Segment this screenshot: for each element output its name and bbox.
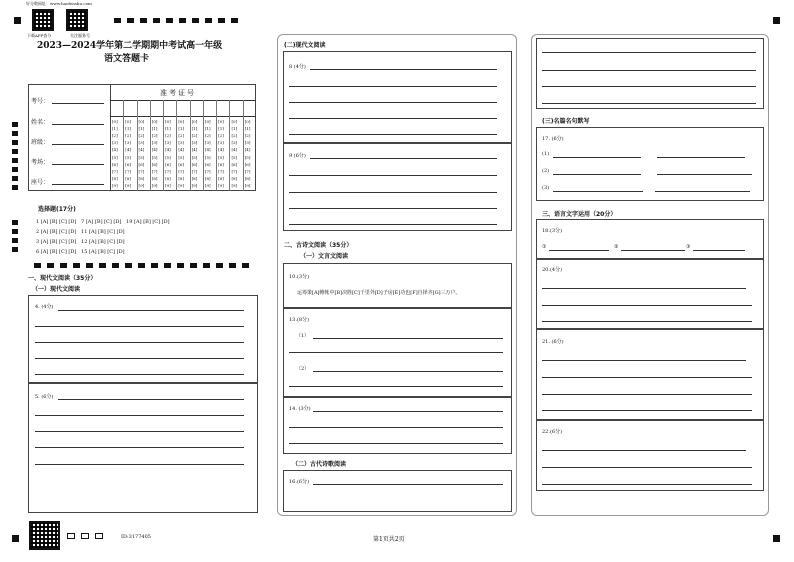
q17-line-1a <box>553 157 641 158</box>
q4-label: 4. (4分) <box>35 304 54 310</box>
digit-bubble[interactable]: [4] <box>231 147 238 153</box>
q8-line-2 <box>289 86 497 87</box>
q22-label: 22.(6分) <box>542 429 563 435</box>
field-name: 姓名： <box>31 119 50 126</box>
q18-line-1 <box>549 250 609 251</box>
exam-number-label: 准考证号 <box>160 89 196 97</box>
digit-bubble[interactable]: [7] <box>138 168 145 174</box>
digit-bubble[interactable]: [4] <box>244 147 251 153</box>
digit-bubble[interactable]: [7] <box>231 168 238 174</box>
q8-line-5 <box>289 134 497 135</box>
q18-item-3: ③ <box>686 244 691 250</box>
qr-caption-left: 下载APP查分 <box>27 33 52 38</box>
digit-bubble[interactable]: [9] <box>244 182 251 188</box>
digit-bubble[interactable]: [2] <box>191 133 198 139</box>
q22-line-2 <box>542 467 752 468</box>
digit-bubble[interactable]: [5] <box>112 154 118 160</box>
q18-item-2: ② <box>614 244 619 250</box>
site-url: 好分数网址：www.haofenshu.com <box>26 1 92 6</box>
q17-item-1: (1) <box>542 151 550 157</box>
digit-bubble[interactable]: [5] <box>125 154 131 160</box>
q17-line-2b <box>657 174 752 175</box>
q9-line-4 <box>289 208 497 209</box>
digit-bubble[interactable]: [1] <box>244 126 251 132</box>
digit-bubble[interactable]: [3] <box>165 140 171 146</box>
q8-line-4 <box>289 118 497 119</box>
digit-bubble[interactable]: [5] <box>191 154 198 160</box>
corner-mark-tr <box>773 17 780 24</box>
q16c-line-3 <box>542 86 756 87</box>
digit-bubble[interactable]: [2] <box>178 133 185 139</box>
digit-bubble[interactable]: [7] <box>165 168 171 174</box>
grid-column-divider <box>123 100 124 191</box>
field-class-line[interactable] <box>52 137 104 145</box>
answer-box-q16-continued[interactable] <box>536 38 764 109</box>
digit-bubble[interactable]: [6] <box>244 161 251 167</box>
q4-line-1 <box>58 310 244 311</box>
q20-line-1 <box>542 288 746 289</box>
q14-line-2 <box>289 427 503 428</box>
q13-part2: （2） <box>296 366 310 372</box>
q17-item-2: (2) <box>542 168 550 174</box>
digit-bubble[interactable]: [3] <box>244 140 251 146</box>
digit-bubble[interactable]: [1] <box>125 126 131 132</box>
col3-sub3: (三)名篇名句默写 <box>542 118 590 125</box>
digit-bubble[interactable]: [6] <box>191 161 198 167</box>
digit-bubble[interactable]: [6] <box>125 161 131 167</box>
grid-column-divider <box>243 100 244 191</box>
digit-bubble[interactable]: [9] <box>138 182 145 188</box>
digit-bubble[interactable]: [7] <box>178 168 185 174</box>
digit-bubble[interactable]: [0] <box>204 119 211 124</box>
q21-line-3 <box>542 394 752 395</box>
digit-bubble[interactable]: [1] <box>151 126 158 132</box>
q9-label: 9 (6分) <box>289 153 306 159</box>
corner-mark-bl <box>12 535 19 542</box>
choice-row-2[interactable]: 2 [A] [B] [C] [D] 11 [A] [B] [C] [D] <box>36 229 125 235</box>
col2-sub2: (二)现代文阅读 <box>284 42 326 49</box>
choice-row-1[interactable]: 1 [A] [B] [C] [D] 7 [A] [B] [C] [D] 19 [A] [B] [C] [D] <box>36 219 170 225</box>
digit-bubble[interactable]: [9] <box>231 182 238 188</box>
digit-bubble[interactable]: [9] <box>112 182 118 188</box>
digit-bubble[interactable]: [0] <box>178 119 185 124</box>
q8-line-3 <box>289 102 497 103</box>
choice-row-3[interactable]: 3 [A] [B] [C] [D] 12 [A] [B] [C] [D] <box>36 239 125 245</box>
digit-bubble[interactable]: [1] <box>231 126 238 132</box>
digit-bubble[interactable]: [0] <box>165 119 171 124</box>
q13-line-3 <box>313 371 503 372</box>
digit-bubble[interactable]: [8] <box>218 175 224 181</box>
field-exam-no: 考号： <box>31 98 50 105</box>
exam-number-header-rule <box>110 100 256 101</box>
footer-page: 第1页共2页 <box>373 536 405 543</box>
timing-marks-top <box>114 18 238 23</box>
digit-bubble[interactable]: [4] <box>165 147 171 153</box>
field-room: 考场： <box>31 159 50 166</box>
q9-line-1 <box>310 158 497 159</box>
grid-column-divider <box>229 100 230 191</box>
answer-box-q8[interactable] <box>283 51 512 143</box>
answer-box-q16[interactable] <box>283 470 512 512</box>
q5-line-5 <box>35 464 244 465</box>
field-name-line[interactable] <box>52 117 104 125</box>
digit-bubble[interactable]: [2] <box>151 133 158 139</box>
digit-bubble[interactable]: [5] <box>204 154 211 160</box>
q9-line-3 <box>289 192 497 193</box>
answer-box-q14[interactable] <box>283 397 512 454</box>
col1-sub: （一）现代文阅读 <box>32 286 81 293</box>
digit-bubble[interactable]: [6] <box>218 161 224 167</box>
digit-bubble[interactable]: [7] <box>112 168 118 174</box>
q13-line-4 <box>289 386 503 387</box>
answer-box-q9[interactable] <box>283 143 512 231</box>
col3-section3: 三、语言文字运用（20分） <box>542 211 617 218</box>
q17-item-3: (3) <box>542 185 550 191</box>
digit-bubble[interactable]: [8] <box>112 175 118 181</box>
col1-section: 一、现代文阅读（35分） <box>28 275 97 282</box>
digit-bubble[interactable]: [4] <box>178 147 185 153</box>
answer-box-q18[interactable] <box>536 219 764 259</box>
corner-mark-br <box>773 535 780 542</box>
digit-bubble[interactable]: [8] <box>204 175 211 181</box>
q13-part1: （1） <box>296 333 310 339</box>
answer-box-q5[interactable] <box>28 383 258 513</box>
q17-line-3b <box>655 191 750 192</box>
digit-bubble[interactable]: [4] <box>151 147 158 153</box>
digit-bubble[interactable]: [9] <box>151 182 158 188</box>
digit-bubble[interactable]: [9] <box>204 182 211 188</box>
digit-bubble[interactable]: [1] <box>138 126 145 132</box>
q13-label: 13.(8分) <box>289 317 310 323</box>
q10-label: 10.(3分) <box>289 274 310 280</box>
digit-bubble[interactable]: [6] <box>178 161 185 167</box>
digit-bubble[interactable]: [9] <box>191 182 198 188</box>
footer-box-2 <box>81 533 89 539</box>
digit-bubble[interactable]: [4] <box>138 147 145 153</box>
col2-sub-wenyan: （一）文言文阅读 <box>300 253 349 260</box>
digit-bubble[interactable]: [5] <box>231 154 238 160</box>
q13-line-1 <box>313 338 503 339</box>
digit-bubble[interactable]: [2] <box>218 133 224 139</box>
timing-marks-left-2 <box>12 220 18 252</box>
field-class: 班级： <box>31 139 50 146</box>
q20-line-2 <box>542 305 752 306</box>
q4-line-5 <box>35 374 244 375</box>
qr-code-app <box>32 9 54 31</box>
q21-line-4 <box>542 410 752 411</box>
digit-bubble[interactable]: [8] <box>191 175 198 181</box>
answer-box-q17[interactable] <box>536 127 764 201</box>
digit-bubble[interactable]: [9] <box>178 182 185 188</box>
digit-bubble[interactable]: [3] <box>218 140 224 146</box>
digit-bubble[interactable]: [8] <box>165 175 171 181</box>
digit-bubble[interactable]: [3] <box>112 140 118 146</box>
digit-bubble[interactable]: [2] <box>138 133 145 139</box>
digit-bubble[interactable]: [1] <box>191 126 198 132</box>
digit-bubble[interactable]: [0] <box>125 119 131 124</box>
timing-marks-left-1 <box>12 122 18 190</box>
col2-sub-poem: （二）古代诗歌阅读 <box>292 461 347 468</box>
digit-bubble[interactable]: [8] <box>231 175 238 181</box>
digit-bubble[interactable]: [8] <box>125 175 131 181</box>
answer-box-q4[interactable] <box>28 295 258 383</box>
q14-line-1 <box>313 411 503 412</box>
digit-bubble[interactable]: [3] <box>178 140 185 146</box>
digit-bubble[interactable]: [0] <box>151 119 158 124</box>
digit-bubble[interactable]: [7] <box>204 168 211 174</box>
digit-bubble[interactable]: [4] <box>112 147 118 153</box>
q18-line-3 <box>693 250 745 251</box>
q17-line-1b <box>657 157 745 158</box>
digit-bubble[interactable]: [3] <box>191 140 198 146</box>
choice-title: 选择题(17分) <box>38 206 76 213</box>
footer-id: ID:3177405 <box>121 534 151 540</box>
digit-bubble[interactable]: [2] <box>125 133 131 139</box>
q5-line-4 <box>35 447 244 448</box>
field-exam-no-line[interactable] <box>52 96 104 104</box>
digit-bubble[interactable]: [1] <box>178 126 185 132</box>
q18-line-2 <box>621 250 685 251</box>
digit-bubble[interactable]: [6] <box>165 161 171 167</box>
q17-line-2a <box>553 174 641 175</box>
qr-code-footer <box>29 521 60 550</box>
digit-bubble[interactable]: [2] <box>165 133 171 139</box>
q13-line-2 <box>289 352 503 353</box>
q4-line-2 <box>35 326 244 327</box>
digit-bubble[interactable]: [7] <box>191 168 198 174</box>
digit-bubble[interactable]: [6] <box>151 161 158 167</box>
field-seat-line[interactable] <box>52 177 104 185</box>
digit-bubble[interactable]: [3] <box>151 140 158 146</box>
q16c-line-4 <box>542 103 756 104</box>
col2-section2: 二、古诗文阅读（35分） <box>284 242 353 249</box>
digit-bubble[interactable]: [1] <box>165 126 171 132</box>
digit-bubble[interactable]: [9] <box>218 182 224 188</box>
q4-line-3 <box>35 342 244 343</box>
digit-bubble[interactable]: [3] <box>204 140 211 146</box>
q5-label: 5. (6分) <box>35 394 54 400</box>
q5-line-3 <box>35 431 244 432</box>
digit-bubble[interactable]: [4] <box>191 147 198 153</box>
grid-column-divider <box>216 100 217 191</box>
answer-box-q20[interactable] <box>536 259 764 329</box>
digit-bubble[interactable]: [7] <box>244 168 251 174</box>
choice-row-4[interactable]: 6 [A] [B] [C] [D] 15 [A] [B] [C] [D] <box>36 249 125 255</box>
digit-bubble[interactable]: [0] <box>244 119 251 124</box>
grid-column-divider <box>203 100 204 191</box>
digit-bubble[interactable]: [4] <box>218 147 224 153</box>
q18-item-1: ① <box>542 244 547 250</box>
digit-bubble[interactable]: [5] <box>151 154 158 160</box>
digit-bubble[interactable]: [5] <box>178 154 185 160</box>
grid-column-divider <box>150 100 151 191</box>
digit-bubble[interactable]: [0] <box>191 119 198 124</box>
digit-bubble[interactable]: [9] <box>125 182 131 188</box>
digit-bubble[interactable]: [1] <box>218 126 224 132</box>
digit-bubble[interactable]: [9] <box>165 182 171 188</box>
q20-label: 20.(4分) <box>542 267 563 273</box>
q9-line-5 <box>289 224 497 225</box>
q21-line-1 <box>542 360 746 361</box>
q21-label: 21. (6分) <box>542 339 564 345</box>
answer-box-q10[interactable] <box>283 263 512 308</box>
digit-bubble[interactable]: [4] <box>125 147 131 153</box>
q14-label: 14. (3分) <box>289 406 311 412</box>
digit-bubble[interactable]: [6] <box>204 161 211 167</box>
field-room-line[interactable] <box>52 157 104 165</box>
digit-bubble[interactable]: [5] <box>138 154 145 160</box>
exam-subtitle: 语文答题卡 <box>104 54 150 64</box>
q8-label: 8 (4分) <box>289 64 306 70</box>
qr-caption-right: 关注服务号 <box>70 33 90 38</box>
digit-bubble[interactable]: [4] <box>204 147 211 153</box>
q9-line-2 <box>289 175 497 176</box>
digit-bubble[interactable]: [8] <box>244 175 251 181</box>
q16-label: 16.(6分) <box>289 479 310 485</box>
digit-bubble[interactable]: [0] <box>231 119 238 124</box>
digit-bubble[interactable]: [3] <box>231 140 238 146</box>
q8-line-1 <box>310 69 497 70</box>
q16-line-1 <box>313 484 503 485</box>
digit-bubble[interactable]: [5] <box>244 154 251 160</box>
q17-line-3a <box>553 191 643 192</box>
digit-bubble[interactable]: [1] <box>112 126 118 132</box>
grid-column-divider <box>163 100 164 191</box>
q21-line-2 <box>542 377 752 378</box>
digit-bubble[interactable]: [8] <box>138 175 145 181</box>
q14-line-3 <box>289 443 503 444</box>
exam-number-entry-rule <box>110 116 256 117</box>
timing-marks-mid <box>34 263 249 268</box>
q4-line-4 <box>35 358 244 359</box>
digit-bubble[interactable]: [5] <box>165 154 171 160</box>
digit-bubble[interactable]: [2] <box>231 133 238 139</box>
exam-title: 2023—2024学年第二学期期中考试高一年级 <box>37 41 223 51</box>
digit-bubble[interactable]: [6] <box>138 161 145 167</box>
digit-bubble[interactable]: [1] <box>204 126 211 132</box>
q22-line-1 <box>542 450 746 451</box>
q17-label: 17. (6分) <box>542 136 564 142</box>
digit-bubble[interactable]: [6] <box>231 161 238 167</box>
qr-code-service <box>66 9 88 31</box>
q20-line-3 <box>542 321 752 322</box>
digit-bubble[interactable]: [0] <box>112 119 118 124</box>
digit-bubble[interactable]: [0] <box>218 119 224 124</box>
digit-bubble[interactable]: [7] <box>125 168 131 174</box>
q18-label: 18.(3分) <box>542 228 563 234</box>
digit-bubble[interactable]: [0] <box>138 119 145 124</box>
grid-column-divider <box>190 100 191 191</box>
q22-line-3 <box>542 484 752 485</box>
q10-text[interactable]: 运筹策[A]帷帐中[B]决胜[C]千里外[D]子房[E]功也[F]自择齐[G]三万户。 <box>297 290 461 296</box>
q16c-line-2 <box>542 70 756 71</box>
digit-bubble[interactable]: [3] <box>125 140 131 146</box>
digit-bubble[interactable]: [2] <box>244 133 251 139</box>
q5-line-2 <box>35 415 244 416</box>
footer-box-3 <box>95 533 103 539</box>
q16c-line-1 <box>542 52 756 53</box>
digit-bubble[interactable]: [8] <box>151 175 158 181</box>
corner-mark-tl <box>14 17 21 24</box>
digit-bubble[interactable]: [3] <box>138 140 145 146</box>
field-seat: 座号： <box>31 179 50 186</box>
digit-bubble[interactable]: [2] <box>112 133 118 139</box>
digit-bubble[interactable]: [7] <box>218 168 224 174</box>
answer-box-q22[interactable] <box>536 420 764 491</box>
digit-bubble[interactable]: [2] <box>204 133 211 139</box>
digit-bubble[interactable]: [6] <box>112 161 118 167</box>
digit-bubble[interactable]: [7] <box>151 168 158 174</box>
footer-box-1 <box>67 533 75 539</box>
choice-area[interactable] <box>36 217 236 257</box>
q5-line-1 <box>58 399 244 400</box>
answer-box-q21[interactable] <box>536 329 764 420</box>
digit-bubble[interactable]: [8] <box>178 175 185 181</box>
grid-column-divider <box>176 100 177 191</box>
digit-bubble[interactable]: [5] <box>218 154 224 160</box>
grid-column-divider <box>137 100 138 191</box>
